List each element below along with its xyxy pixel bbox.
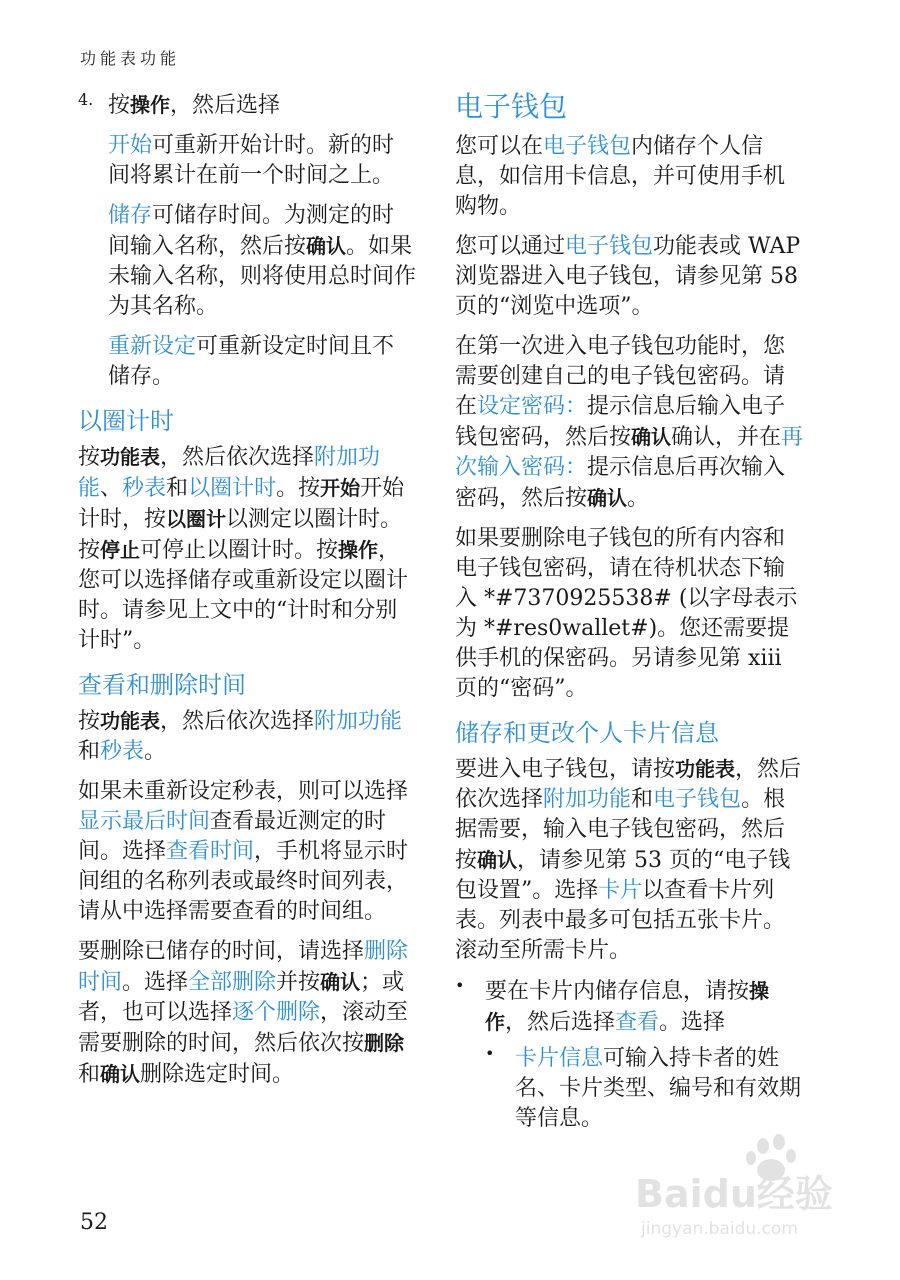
stop-key: 停止 (100, 538, 141, 562)
baidu-jingyan-watermark (635, 1132, 845, 1242)
text: ，然后选择 (505, 1010, 616, 1035)
stopwatch-link[interactable]: 秒表 (100, 739, 145, 764)
text: 和 (166, 476, 189, 501)
text: ，请参见第 53 页的“电子钱包设置”。选择 (455, 848, 791, 903)
view-link[interactable]: 查看 (615, 1010, 660, 1035)
wallet-link[interactable]: 电子钱包 (653, 787, 742, 812)
reset-link[interactable]: 重新设定 (108, 334, 197, 359)
cards-link[interactable]: 卡片 (598, 878, 643, 903)
bullet-item (455, 976, 805, 1038)
text: ，您可以选择储存或重新设定以圈计时。请参见上文中的“计时和分别计时”。 (78, 538, 409, 653)
text: 和 (631, 787, 654, 812)
save-option (78, 201, 416, 322)
text: ，然后依次选择 (160, 709, 315, 734)
card-info-heading: 储存和更改个人卡片信息 (455, 719, 719, 747)
delete-times-link[interactable]: 删除时间 (78, 939, 409, 995)
menu-key: 功能表 (100, 445, 161, 469)
text: 。 (144, 739, 167, 764)
text: 。如果未输入名称，则将使用总时间作为其名称。 (108, 234, 417, 319)
text: 按 (108, 93, 131, 118)
text: ，然后选择 (170, 93, 281, 118)
card-info-link[interactable]: 卡片信息 (515, 1046, 604, 1071)
text: 、 (100, 476, 123, 501)
bullet-text (485, 976, 805, 1038)
start-link[interactable]: 开始 (108, 133, 153, 158)
running-header: 功能表功能 (80, 49, 181, 68)
text: 和 (78, 1062, 101, 1087)
text: 。选择 (659, 1010, 726, 1035)
confirm-key: 确认 (587, 486, 628, 510)
view-delete-heading: 查看和删除时间 (78, 671, 246, 699)
text: 并按 (276, 970, 321, 995)
confirm-key: 确认 (477, 848, 518, 872)
text: 和 (78, 739, 101, 764)
menu-key: 功能表 (100, 709, 161, 733)
text: 要进入电子钱包，请按 (455, 757, 676, 782)
step-4-intro (108, 90, 280, 121)
text: 确认，并在 (671, 425, 782, 450)
operate-key: 操作 (130, 93, 171, 117)
confirm-key: 确认 (320, 970, 361, 994)
text: 提示信息后输入电子钱包密码，然后按 (455, 394, 786, 450)
text: 。选择 (122, 970, 189, 995)
lap-key: 以圈计 (166, 507, 227, 531)
delete-key: 删除 (364, 1031, 405, 1055)
text: 可储存时间。为测定的时间输入名称，然后按 (108, 203, 395, 259)
extras-link[interactable]: 附加功能 (314, 709, 403, 734)
delete-all-link[interactable]: 全部删除 (188, 970, 277, 995)
text: 在第一次进入电子钱包功能时，您需要创建自己的电子钱包密码。请在 (455, 334, 786, 419)
operate-key: 操作 (338, 538, 379, 562)
show-last-time-link[interactable]: 显示最后时间 (78, 809, 211, 834)
wallet-link[interactable]: 电子钱包 (565, 234, 654, 259)
text: ，滚动至需要删除的时间，然后依次按 (78, 1000, 409, 1056)
watermark-brand: Baidu经验 (635, 1172, 833, 1216)
operate-key: 操作 (485, 979, 770, 1034)
save-link[interactable]: 储存 (108, 203, 153, 228)
text: 功能表或 WAP 浏览器进入电子钱包，请参见第 58 页的“浏览中选项”。 (455, 234, 801, 319)
bullet-mark: • (485, 1044, 495, 1063)
text: 可重新开始计时。新的时间将累计在前一个时间之上。 (108, 133, 395, 188)
text: 按 (78, 709, 101, 734)
text: 可停止以圈计时。按 (140, 538, 339, 563)
left-column (78, 90, 416, 1100)
text: ，然后依次选择 (160, 445, 315, 470)
reenter-password-prompt: 再次输入密码： (455, 425, 804, 480)
lap-timing-heading: 以圈计时 (78, 407, 174, 435)
text: 。 (627, 486, 650, 511)
wallet-paragraph-4: 如果要删除电子钱包的所有内容和电子钱包密码，请在待机状态下输入 *#7370925538# (以字母表示为 *#res0wallet#)。您还需要提供手机的保密码。另请参见第 xiii 页的“密码”。 (455, 526, 798, 701)
text: 提示信息后再次输入密码，然后按 (455, 455, 786, 511)
extras-link[interactable]: 附加功能 (543, 787, 632, 812)
text: 内储存个人信息，如信用卡信息，并可使用手机购物。 (455, 134, 786, 219)
reset-option (78, 332, 416, 392)
right-column (455, 90, 805, 1140)
sub-bullet-item (455, 1044, 805, 1134)
start-key: 开始 (320, 476, 361, 500)
view-times-link[interactable]: 查看时间 (166, 839, 255, 864)
view-paragraph-2 (78, 777, 416, 927)
lap-timing-paragraph (78, 442, 416, 656)
wallet-paragraph-3 (455, 332, 805, 514)
text: 要删除已储存的时间，请选择 (78, 939, 365, 964)
text: ；或者，也可以选择 (78, 970, 405, 1025)
menu-key: 功能表 (675, 757, 736, 781)
view-paragraph-3 (78, 937, 416, 1090)
text: 可重新设定时间且不储存。 (108, 334, 395, 389)
wallet-paragraph-2 (455, 232, 805, 322)
step-4 (78, 90, 416, 131)
watermark-url: jingyan.baidu.com (641, 1219, 798, 1239)
text: 以查看卡片列表。列表中最多可包括五张卡片。滚动至所需卡片。 (455, 878, 786, 963)
text: ，然后依次选择 (455, 757, 802, 812)
card-paragraph-1 (455, 754, 805, 966)
text: 删除选定时间。 (140, 1062, 295, 1087)
text: 。按 (276, 476, 321, 501)
confirm-key: 确认 (100, 1062, 141, 1086)
text: 如果未重新设定秒表，则可以选择 (78, 779, 409, 804)
text: 按 (78, 445, 101, 470)
sub-bullet-text (515, 1044, 805, 1134)
set-password-prompt: 设定密码： (477, 394, 588, 419)
stopwatch-link[interactable]: 秒表 (122, 476, 167, 501)
wallet-paragraph-1 (455, 132, 805, 222)
text: 您可以通过 (455, 234, 566, 259)
text: ，手机将显示时间组的名称列表或最终时间列表，请从中选择需要查看的时间组。 (78, 839, 409, 924)
text: 您可以在 (455, 134, 544, 159)
step-number: 4. (78, 90, 94, 109)
wallet-link[interactable]: 电子钱包 (543, 134, 632, 159)
delete-one-by-one-link[interactable]: 逐个删除 (232, 1000, 321, 1025)
bullet-mark: • (455, 976, 465, 995)
text: 。根据需要，输入电子钱包密码，然后按 (455, 787, 786, 873)
lap-timing-link[interactable]: 以圈计时 (188, 476, 277, 501)
text: 以测定以圈计时。按 (78, 507, 403, 563)
view-paragraph-1 (78, 706, 416, 767)
extras-link[interactable]: 附加功能 (78, 445, 381, 501)
text: 查看最近测定的时间。选择 (78, 809, 387, 864)
confirm-key: 确认 (306, 234, 347, 258)
text: 要在卡片内储存信息，请按 (485, 979, 750, 1004)
text: 可输入持卡者的姓名、卡片类型、编号和有效期等信息。 (515, 1046, 802, 1131)
start-option (78, 131, 416, 191)
page-number: 52 (80, 1210, 108, 1235)
wallet-heading: 电子钱包 (455, 90, 568, 123)
confirm-key: 确认 (631, 425, 672, 449)
text: 开始计时，按 (78, 476, 405, 532)
